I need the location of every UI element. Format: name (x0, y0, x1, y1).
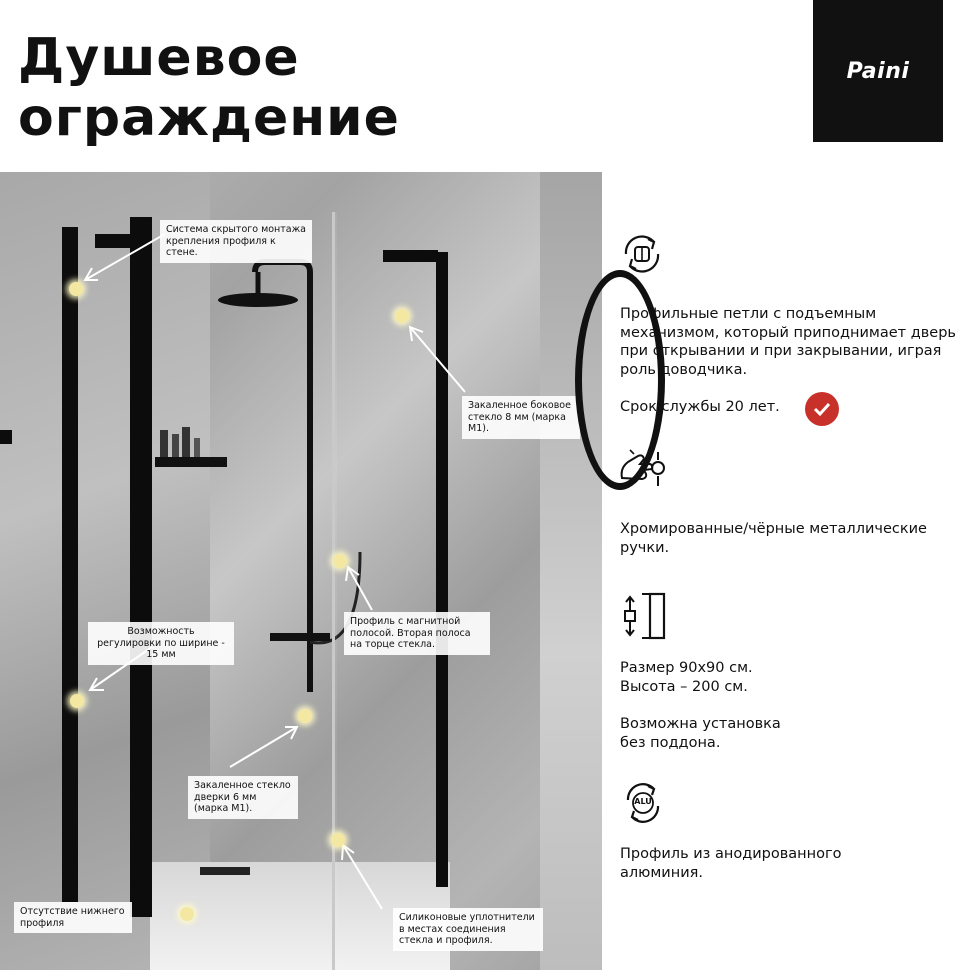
marker-magnetic (333, 554, 347, 568)
hand-handle-icon (616, 444, 668, 492)
feature-handles: Хромированные/чёрные металлические ручки. (620, 521, 927, 556)
no-tray-line-1: Возможна установка (620, 716, 781, 732)
note-door-glass: Закаленное стекло дверки 6 мм (марка М1). (188, 776, 298, 819)
checkmark-icon (805, 392, 839, 426)
page-title (18, 28, 400, 148)
feature-profile (620, 845, 841, 882)
feature-service-life: Срок службы 20 лет. (620, 399, 780, 415)
note-side-glass: Закаленное боковое стекло 8 мм (марка М1). (462, 396, 580, 439)
note-no-bottom: Отсутствие нижнего профиля (14, 902, 132, 933)
marker-silicone (331, 833, 345, 847)
brand-logo (813, 0, 943, 142)
marker-door-glass (298, 709, 312, 723)
no-tray-line-2: без поддона. (620, 734, 721, 751)
note-silicone: Силиконовые уплотнители в местах соединения стекла и профиля. (393, 908, 543, 951)
product-photo (0, 172, 602, 970)
title-line-1: Душевое (18, 28, 300, 88)
hinge-rotate-icon (618, 230, 666, 278)
alu-label: ALU (634, 797, 652, 806)
note-width-adjust: Возможность регулировки по ширине - 15 мм (88, 622, 234, 665)
note-magnetic-profile: Профиль с магнитной полосой. Вторая полоса на торце стекла. (344, 612, 490, 655)
marker-no-bottom (180, 907, 194, 921)
logo-text: Paini (846, 58, 910, 84)
feature-no-tray (620, 715, 781, 752)
feature-hinges: Профильные петли с подъемным механизмом, который приподнимает дверь при открывании и при закрывании, играя роль доводчика. (620, 306, 956, 378)
marker-width (70, 694, 84, 708)
profile-line-2: алюминия. (620, 864, 703, 881)
title-line-2: ограждение (18, 88, 400, 148)
size-line-1: Размер 90х90 см. (620, 660, 753, 676)
note-hidden-mount: Система скрытого монтажа крепления профиля к стене. (160, 220, 312, 263)
alu-recycle-icon (620, 780, 666, 826)
feature-size (620, 659, 753, 696)
marker-side-glass (395, 309, 409, 323)
size-line-2: Высота – 200 см. (620, 678, 748, 695)
profile-line-1: Профиль из анодированного (620, 846, 842, 862)
annotation-arrows (0, 172, 602, 970)
marker-hidden-mount (69, 282, 83, 296)
size-dimension-icon (620, 591, 670, 641)
